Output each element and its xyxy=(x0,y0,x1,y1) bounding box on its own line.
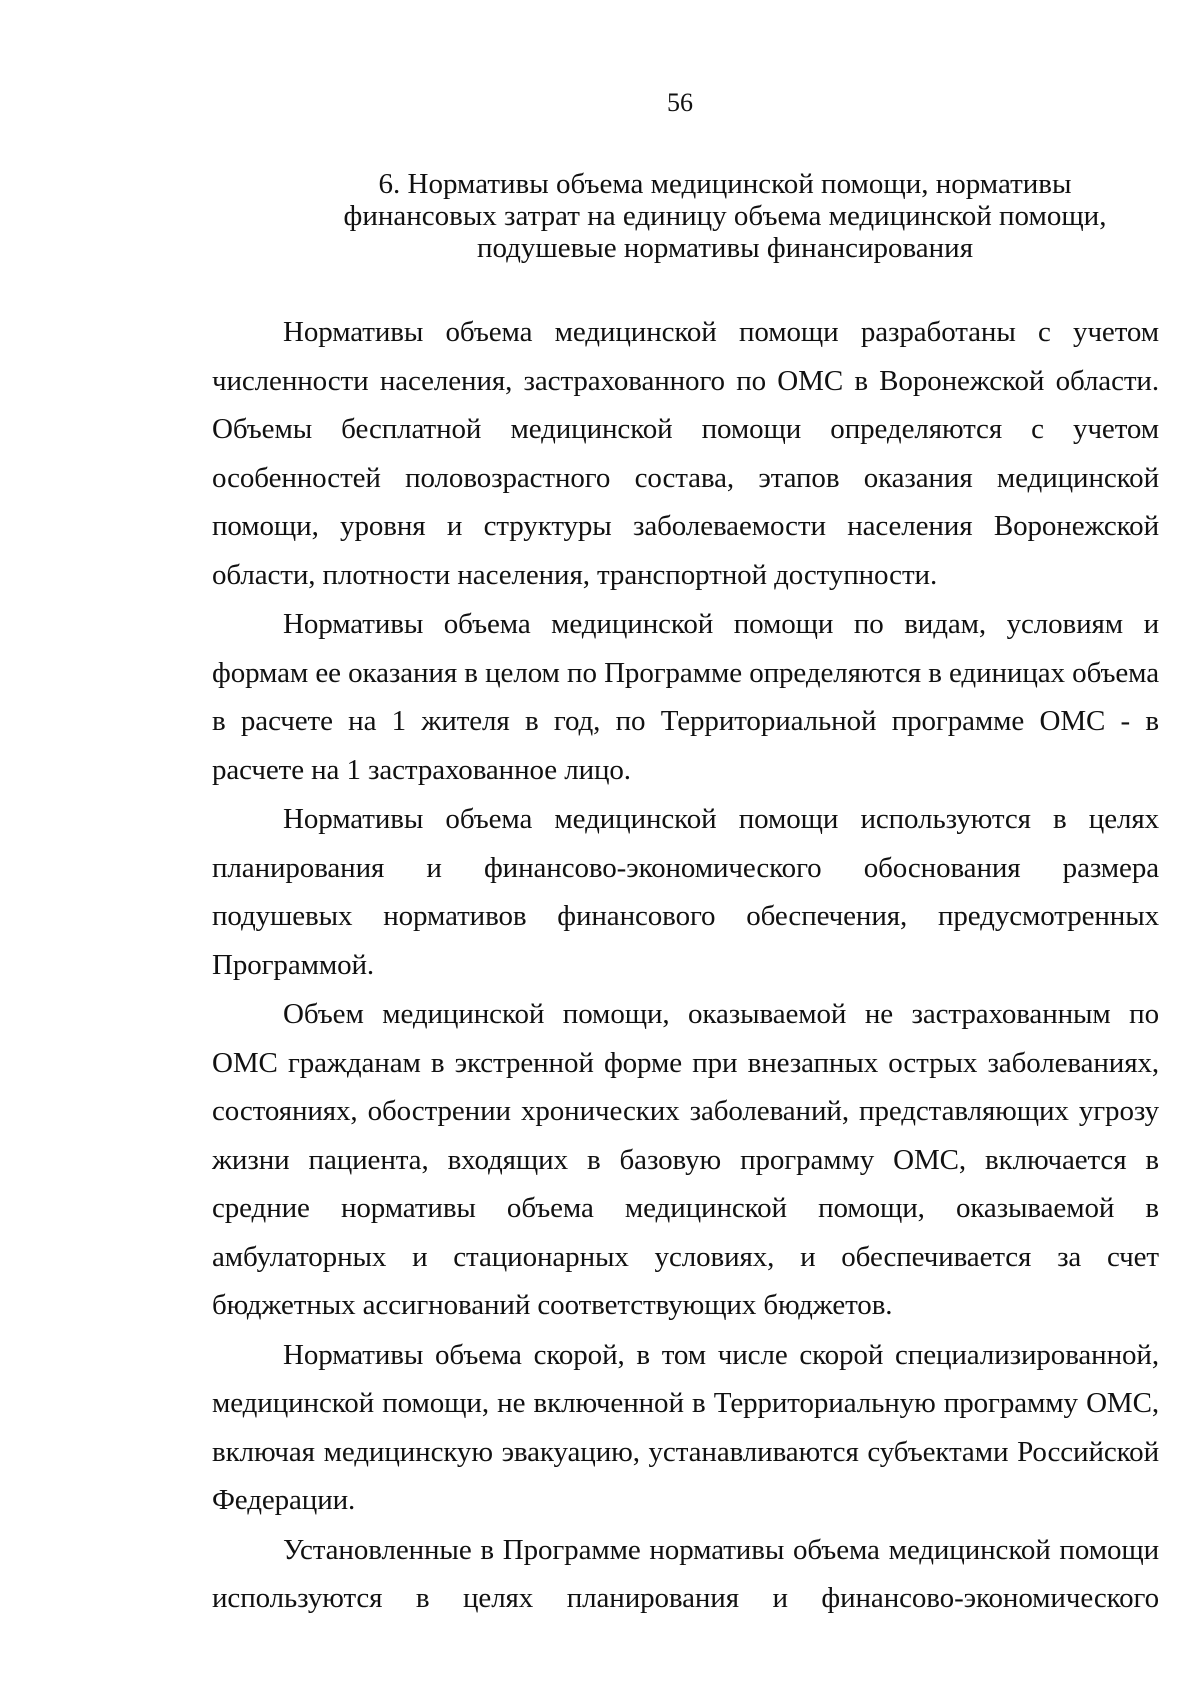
paragraph-5: Нормативы объема скорой, в том числе скорой специализированной, медицинской помощи, не включенной в Территориальную программу ОМС, включая медицинскую эвакуацию, устанавливаются субъектами Российской Федерации. xyxy=(212,1338,1159,1516)
paragraph-2: Нормативы объема медицинской помощи по видам, условиям и формам ее оказания в целом по Программе определяются в единицах объема в расчете на 1 жителя в год, по Территориальной программе ОМС - в расчете на 1 застрахованное лицо. xyxy=(212,608,1159,786)
body-text xyxy=(212,308,1159,1624)
section-heading xyxy=(340,168,1110,264)
paragraph-6: Установленные в Программе нормативы объема медицинской помощи используются в целях планирования и финансово-экономического xyxy=(212,1533,1159,1614)
section-heading-line-3: подушевые нормативы финансирования xyxy=(476,232,974,264)
paragraph-3: Нормативы объема медицинской помощи используются в целях планирования и финансово-экономического обоснования размера подушевых нормативов финансового обеспечения, предусмотренных Программой. xyxy=(212,803,1159,981)
page-number: 56 xyxy=(667,88,693,117)
section-heading-line-1: 6. Нормативы объема медицинской помощи, нормативы xyxy=(378,168,1072,200)
section-heading-line-2: финансовых затрат на единицу объема медицинской помощи, xyxy=(343,200,1107,232)
paragraph-4: Объем медицинской помощи, оказываемой не застрахованным по ОМС гражданам в экстренной форме при внезапных острых заболеваниях, состояниях, обострении хронических заболеваний, представляющих угрозу жизни пациента, входящих в базовую программу ОМС, включается в средние нормативы объема медицинской помощи, оказываемой в амбулаторных и стационарных условиях, и обеспечивается за счет бюджетных ассигнований соответствующих бюджетов. xyxy=(212,998,1159,1321)
paragraph-1: Нормативы объема медицинской помощи разработаны с учетом численности населения, застрахованного по ОМС в Воронежской области. Объемы бесплатной медицинской помощи определяются с учетом особенностей половозрастного состава, этапов оказания медицинской помощи, уровня и структуры заболеваемости населения Воронежской области, плотности населения, транспортной доступности. xyxy=(212,316,1159,591)
